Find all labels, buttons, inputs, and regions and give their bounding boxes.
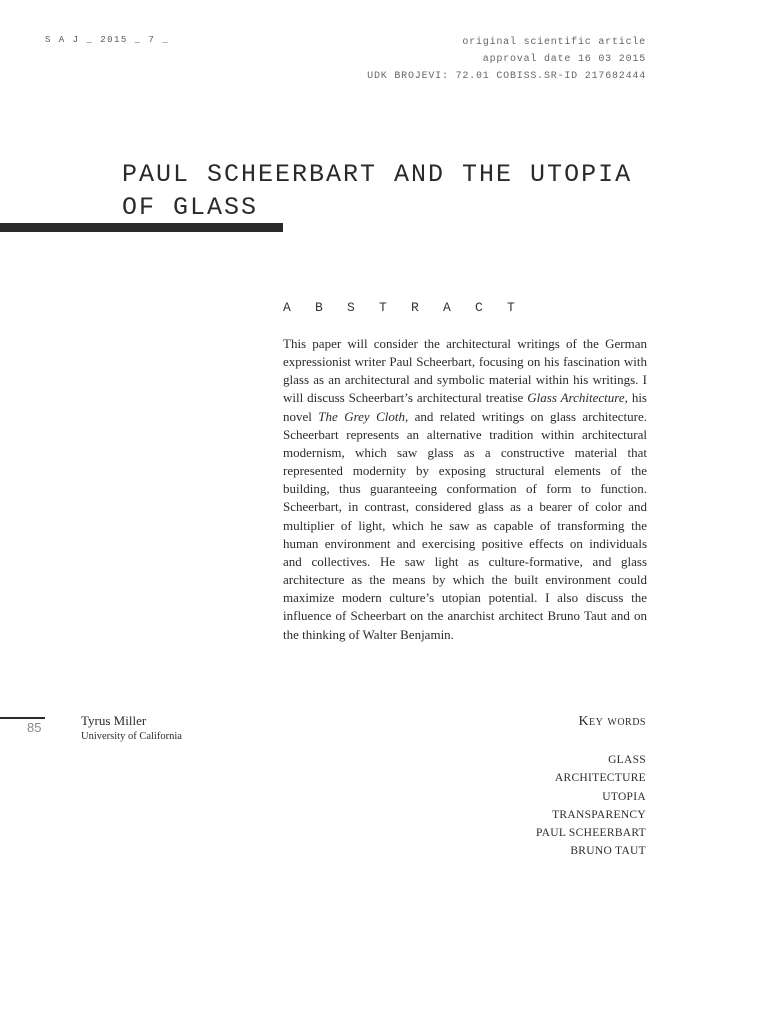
abstract-heading: A B S T R A C T xyxy=(283,300,524,315)
keyword-item: PAUL SCHEERBART xyxy=(536,827,646,840)
journal-code: S A J _ 2015 _ 7 _ xyxy=(45,35,170,45)
abstract-body xyxy=(283,335,647,644)
author-name: Tyrus Miller xyxy=(81,713,147,728)
keyword-item: BRUNO TAUT xyxy=(570,845,646,858)
article-metadata xyxy=(367,34,646,85)
title-rule xyxy=(0,223,283,232)
keyword-item: TRANSPARENCY xyxy=(552,808,646,821)
author-affiliation: University of California xyxy=(81,731,182,742)
article-title xyxy=(122,158,642,224)
keyword-item: GLASS xyxy=(608,754,646,766)
title-line-1: PAUL SCHEERBART AND THE UTOPIA xyxy=(122,160,633,189)
abstract-text-2: , his novel xyxy=(283,390,647,424)
keywords-list xyxy=(536,751,646,861)
abstract-text-3: , and related writings on glass architecture. Scheerbart represents an alternative tradition within architectural modernism, which saw glass as a constructive material that represented modernity by exposing structural elements of the building, thus guaranteeing conformation of form to function. Scheerbart, in contrast, considered glass as a bearer of color and multiplier of light, which he saw as capable of transforming the human environment and exercising positive effects on individuals and collectives. He saw light as culture-formative, and glass architecture as the means by which the built environment could maximize modern culture’s utopian potential. I also discuss the influence of Scheerbart on the anarchist architect Bruno Taut and on the thinking of Walter Benjamin. xyxy=(283,408,647,642)
udk-cobiss: UDK BROJEVI: 72.01 COBISS.SR-ID 217682444 xyxy=(367,71,646,82)
abstract-italic-glass-architecture: Glass Architecture xyxy=(527,390,625,406)
article-type: original scientific article xyxy=(462,37,646,48)
title-line-2: OF GLASS xyxy=(122,193,259,222)
keywords-heading: Key words xyxy=(578,714,646,729)
keyword-item: UTOPIA xyxy=(602,790,646,803)
abstract-italic-grey-cloth: The Grey Cloth xyxy=(318,408,405,424)
approval-date: approval date 16 03 2015 xyxy=(482,54,646,65)
page-number-rule xyxy=(0,717,45,719)
page-number: 85 xyxy=(27,720,42,735)
abstract-text-1: This paper will consider the architectural writings of the German expressionist writer Paul Scheerbart, focusing on his fascination with glass as an architectural and symbolic material within his writings. I will discuss Scheerbart’s architectural treatise xyxy=(283,336,647,406)
keyword-item: ARCHITECTURE xyxy=(554,772,646,785)
